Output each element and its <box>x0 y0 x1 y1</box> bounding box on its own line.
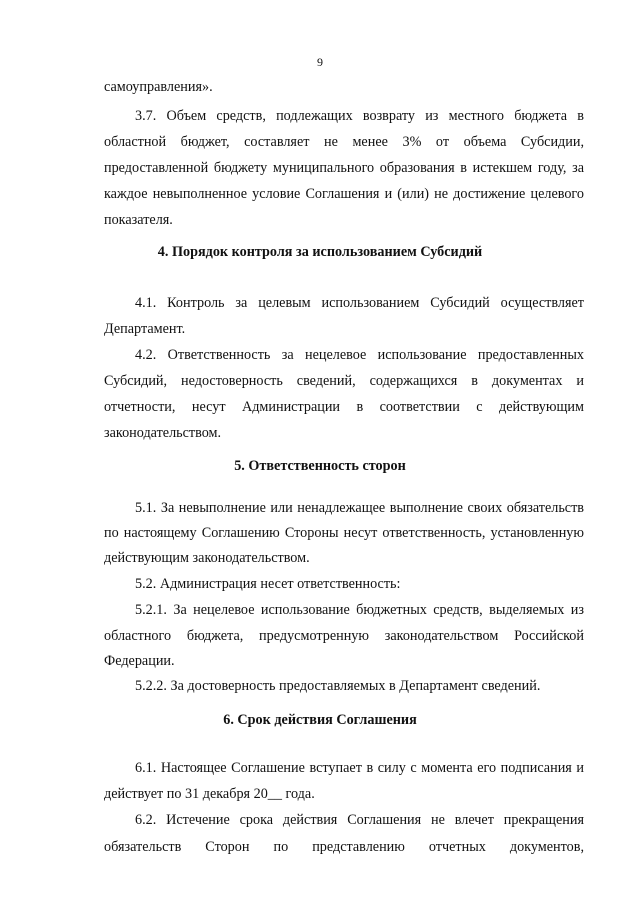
paragraph-line: 6.2. Истечение срока действия Соглашения не влечет прекращения <box>135 812 584 828</box>
paragraph-line: по настоящему Соглашению Стороны несут ответственность, установленную <box>104 525 584 541</box>
paragraph-line: 4.1. Контроль за целевым использованием Субсидий осуществляет <box>135 295 584 311</box>
section-heading-5: 5. Ответственность сторон <box>234 458 406 474</box>
paragraph-line: 5.2. Администрация несет ответственность: <box>135 576 401 592</box>
paragraph-line: каждое невыполненное условие Соглашения и (или) не достижение целевого <box>104 186 584 202</box>
paragraph-line: областной бюджет, составляет не менее 3% от объема Субсидии, <box>104 134 584 150</box>
paragraph-line: 3.7. Объем средств, подлежащих возврату из местного бюджета в <box>135 108 584 124</box>
section-heading-4: 4. Порядок контроля за использованием Субсидий <box>157 244 483 260</box>
paragraph-line: областного бюджета, предусмотренную законодательством Российской <box>104 628 584 644</box>
paragraph-line: 6.1. Настоящее Соглашение вступает в силу с момента его подписания и <box>135 760 584 776</box>
paragraph-line: действует по 31 декабря 20__ года. <box>104 786 315 802</box>
paragraph-line: 5.2.2. За достоверность предоставляемых в Департамент сведений. <box>135 678 541 694</box>
paragraph-line: законодательством. <box>104 425 222 441</box>
paragraph-line: самоуправления». <box>104 79 213 95</box>
paragraph-line: действующим законодательством. <box>104 550 310 566</box>
paragraph-line: показателя. <box>104 212 173 228</box>
paragraph-line: отчетности, несут Администрации в соответствии с действующим <box>104 399 584 415</box>
paragraph-line: 5.1. За невыполнение или ненадлежащее выполнение своих обязательств <box>135 500 584 516</box>
page-number: 9 <box>317 55 323 69</box>
paragraph-line: Департамент. <box>104 321 186 337</box>
paragraph-line: предоставленной бюджету муниципального образования в истекшем году, за <box>104 160 584 176</box>
paragraph-line: Субсидий, недостоверность сведений, содержащихся в документах и <box>104 373 584 389</box>
paragraph-line: обязательств Сторон по представлению отчетных документов, <box>104 839 584 855</box>
paragraph-line: Федерации. <box>104 653 175 669</box>
paragraph-line: 4.2. Ответственность за нецелевое использование предоставленных <box>135 347 584 363</box>
section-heading-6: 6. Срок действия Соглашения <box>223 712 417 728</box>
paragraph-line: 5.2.1. За нецелевое использование бюджетных средств, выделяемых из <box>135 602 584 618</box>
